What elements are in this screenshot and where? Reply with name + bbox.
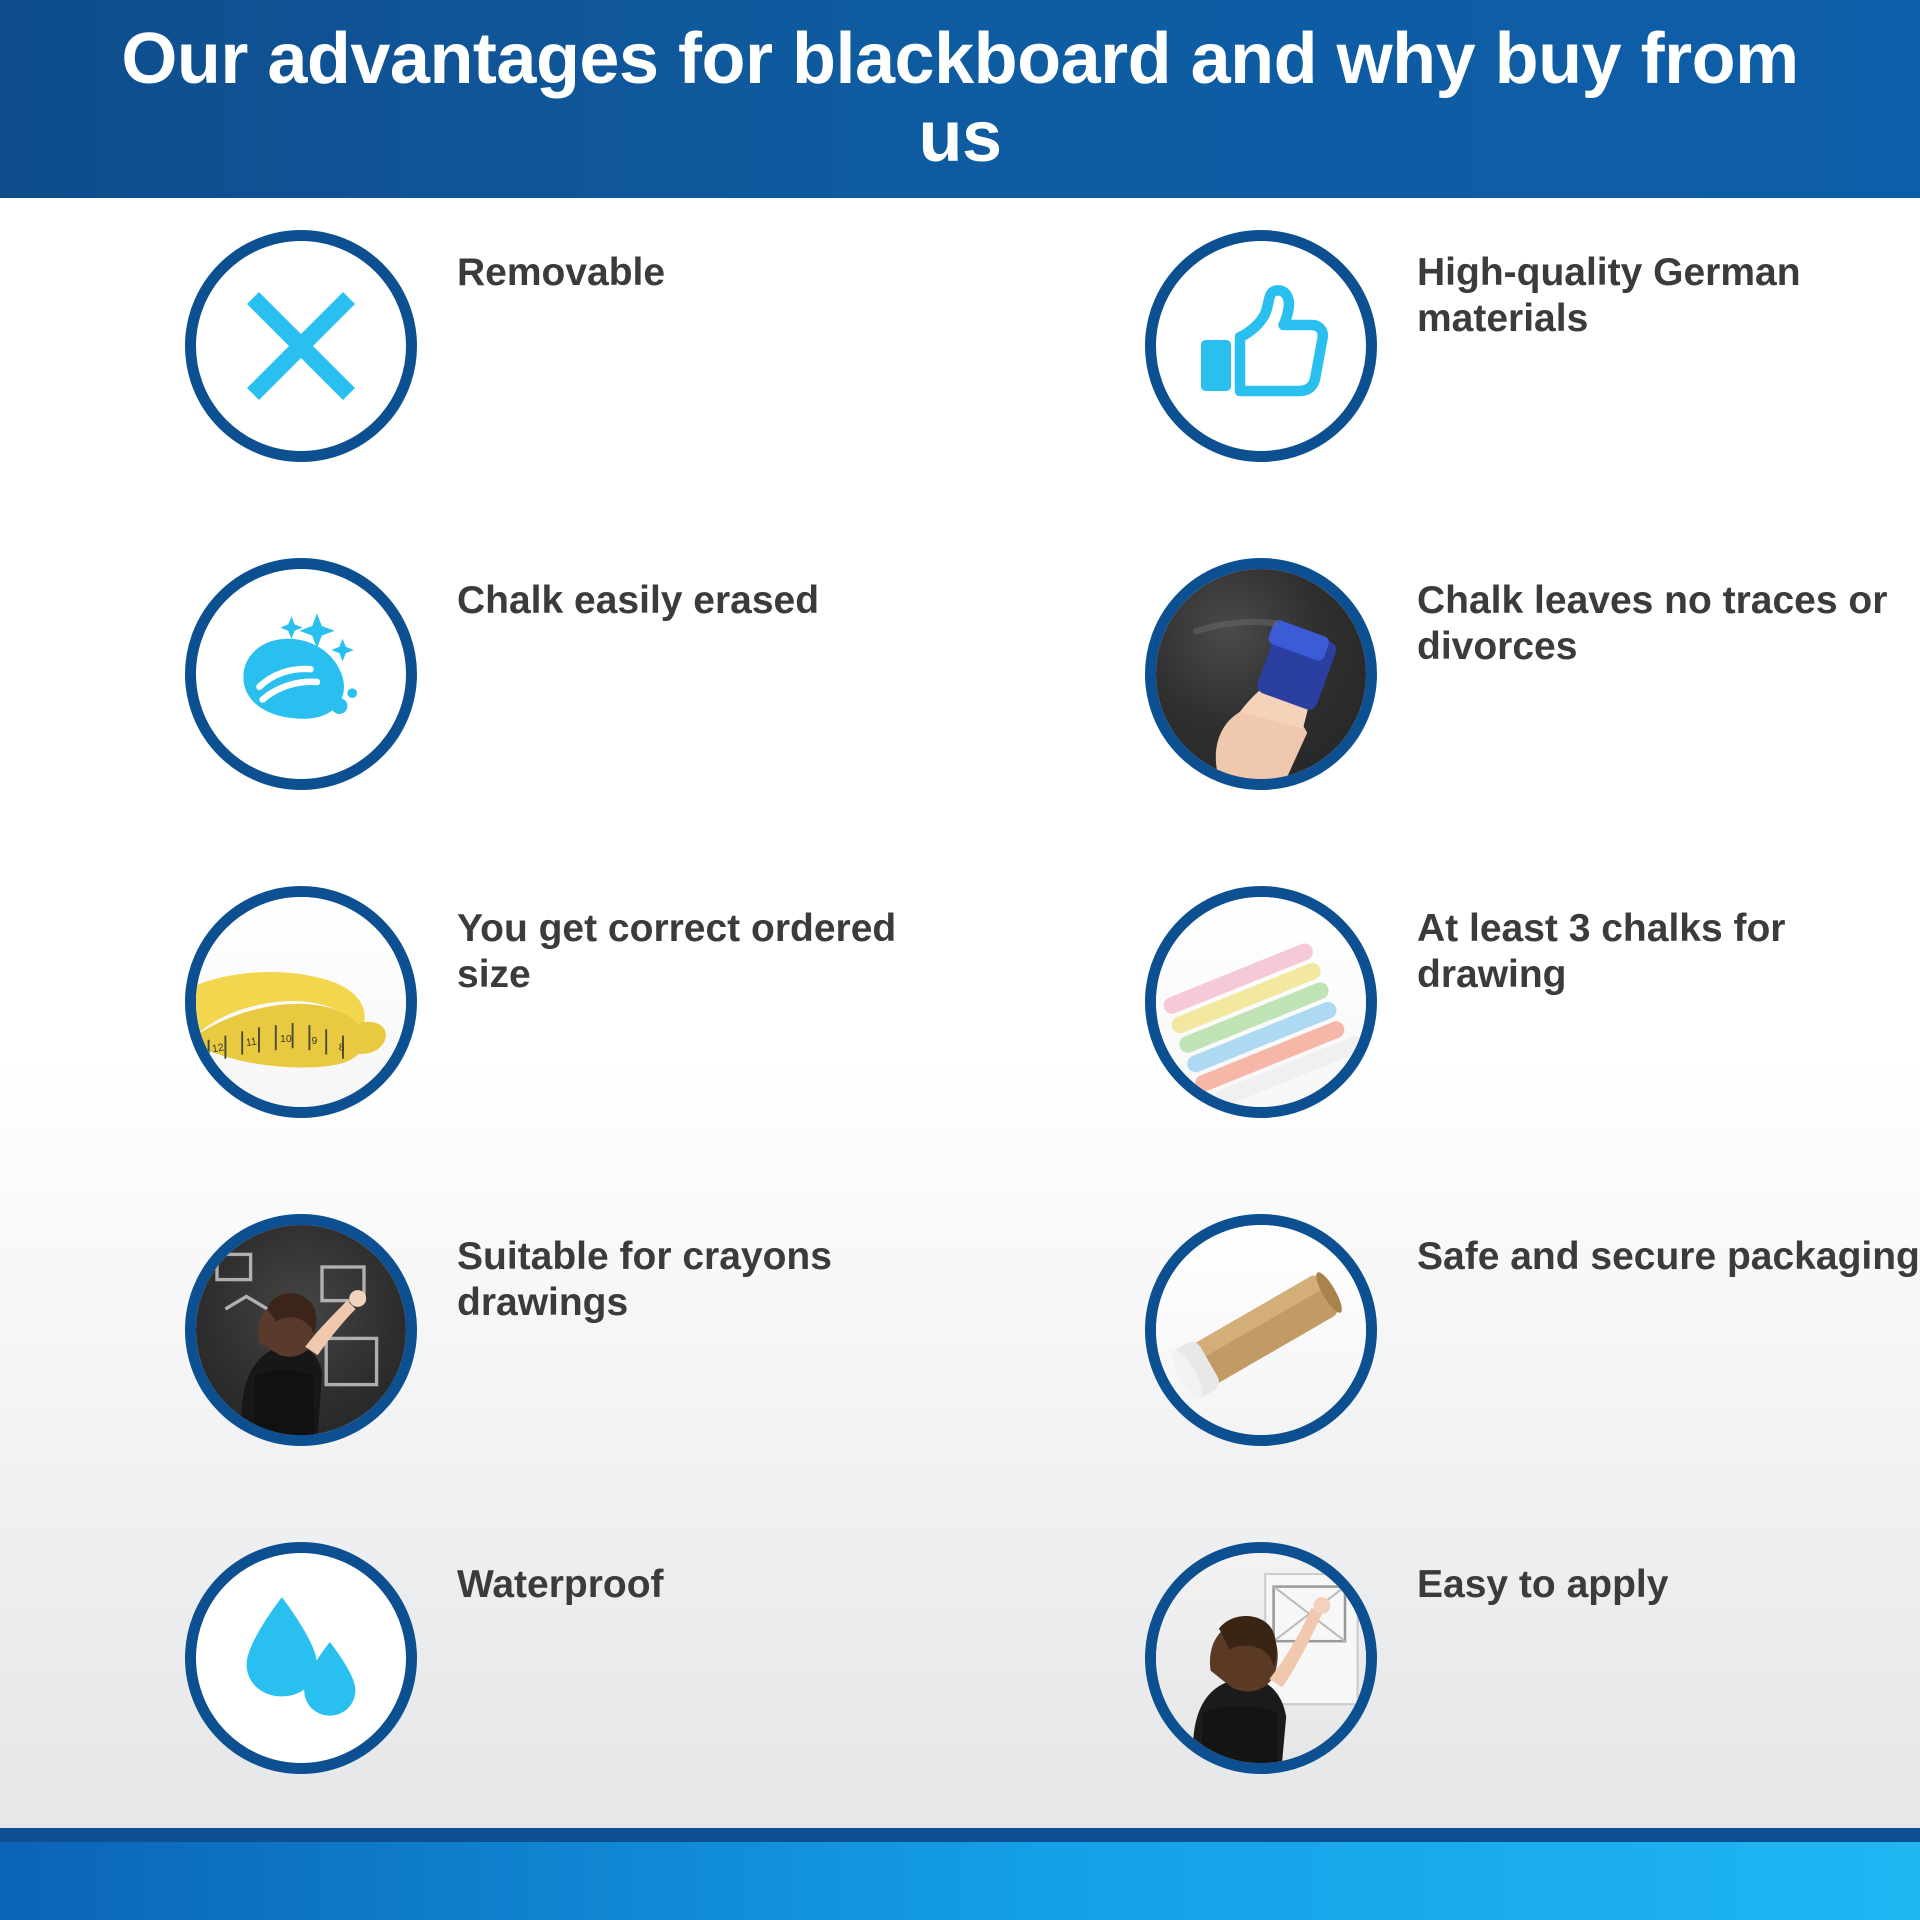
footer-banner bbox=[0, 1842, 1920, 1920]
svg-text:11: 11 bbox=[245, 1035, 258, 1050]
advantage-label: Waterproof bbox=[457, 1563, 664, 1606]
advantage-label: At least 3 chalks for drawing bbox=[1417, 907, 1786, 997]
svg-text:8: 8 bbox=[338, 1041, 345, 1054]
advantage-label: Chalk leaves no traces or divorces bbox=[1417, 579, 1888, 669]
colored-chalks-photo bbox=[1145, 886, 1377, 1118]
advantage-label: Removable bbox=[457, 251, 666, 294]
svg-text:9: 9 bbox=[311, 1035, 318, 1047]
advantage-item bbox=[190, 886, 1920, 1214]
advantage-label: High-quality German materials bbox=[1417, 251, 1801, 341]
shipping-tube-photo bbox=[1145, 1214, 1377, 1446]
advantage-label: Safe and secure packaging bbox=[1417, 1235, 1920, 1278]
advantage-label: You get correct ordered size bbox=[457, 907, 897, 997]
hand-eraser-photo bbox=[1145, 558, 1377, 790]
page-title: Our advantages for blackboard and why buy from us bbox=[121, 19, 1799, 177]
footer-divider bbox=[0, 1828, 1920, 1842]
advantage-label: Suitable for crayons drawings bbox=[457, 1235, 832, 1325]
advantage-label: Easy to apply bbox=[1417, 1563, 1669, 1606]
cross-icon bbox=[185, 230, 417, 462]
measuring-tape-photo bbox=[185, 886, 417, 1118]
water-drops-icon bbox=[185, 1542, 417, 1774]
advantage-item bbox=[190, 1214, 1920, 1542]
header-banner bbox=[0, 0, 1920, 198]
advantage-item bbox=[190, 558, 1920, 886]
svg-text:10: 10 bbox=[280, 1032, 292, 1045]
woman-drawing-chalkboard-photo bbox=[185, 1214, 417, 1446]
woman-applying-board-photo bbox=[1145, 1542, 1377, 1774]
advantage-item bbox=[190, 230, 1920, 558]
thumbs-up-icon bbox=[1145, 230, 1377, 462]
svg-text:12: 12 bbox=[211, 1041, 225, 1056]
advantage-label: Chalk easily erased bbox=[457, 579, 820, 622]
advantage-item bbox=[190, 1542, 1920, 1870]
washing-hands-sparkle-icon bbox=[185, 558, 417, 790]
advantages-grid bbox=[0, 230, 1920, 1870]
